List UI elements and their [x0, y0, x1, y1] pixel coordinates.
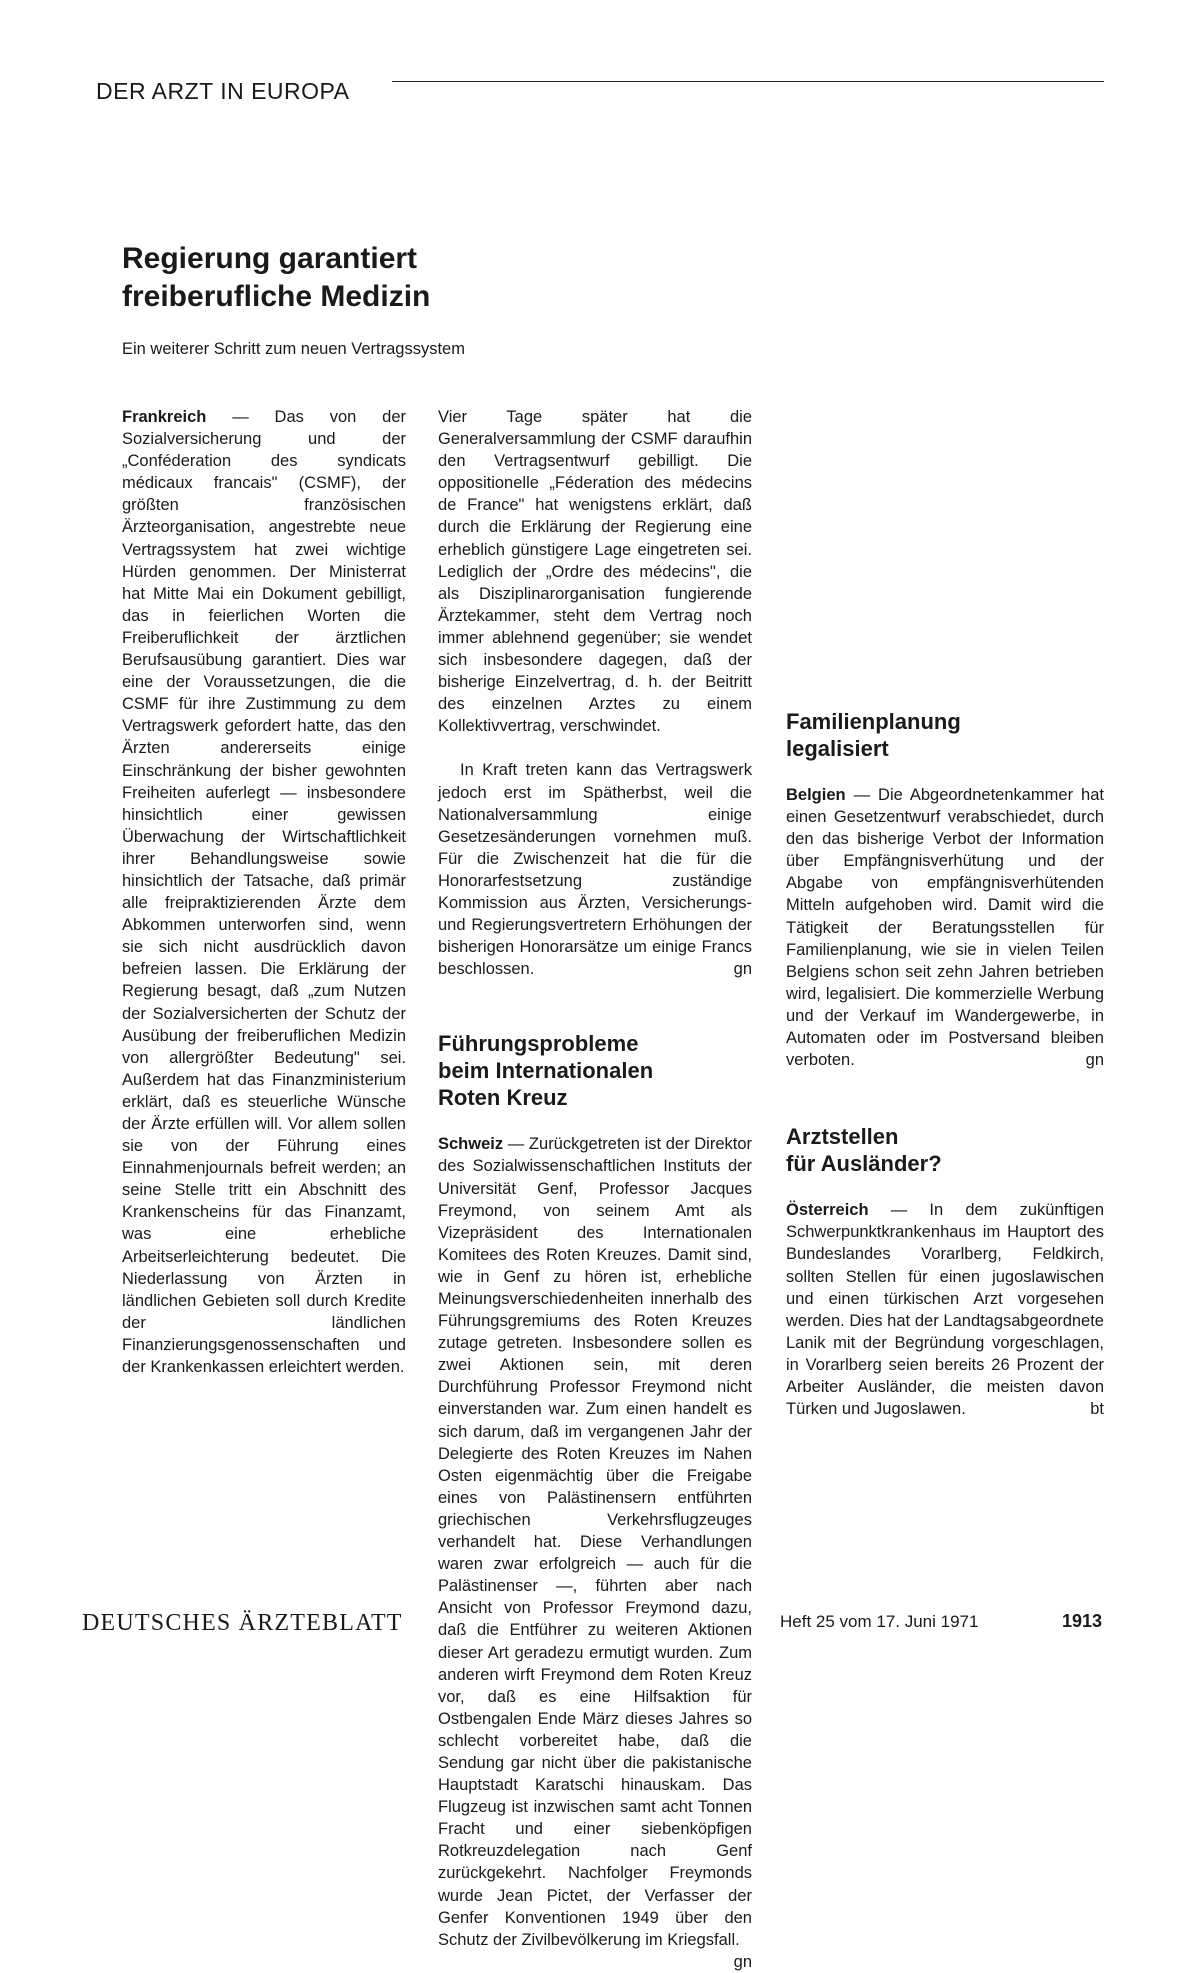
- journal-masthead: DEUTSCHES ÄRZTEBLATT: [82, 1610, 403, 1636]
- dateline: Österreich: [786, 1201, 869, 1220]
- headline-line: beim Internationalen: [438, 1058, 654, 1084]
- dateline: Belgien: [786, 786, 846, 804]
- headline-line: Führungsprobleme: [438, 1031, 639, 1057]
- headline-line: für Ausländer?: [786, 1151, 942, 1177]
- article-headline: [786, 1123, 1104, 1177]
- article-headline: [786, 708, 1104, 762]
- article-subtitle: Ein weiterer Schritt zum neuen Vertragssystem: [122, 340, 465, 358]
- author-initials: gn: [733, 1952, 752, 1971]
- paragraph-text: — In dem zukünftigen Schwerpunktkrankenhaus im Hauptort des Bundeslandes Vorarlberg, Feldkirch, sollten Stellen für einen jugoslawischen und einen türkischen Arzt vorgesehen werden. Dies hat der Landtagsabgeordnete Lanik mit der Begründung vorgeschlagen, in Vorarlberg seien bereits 26 Prozent der Arbeiter Ausländer, die meisten davon Türken und Jugoslawen.: [786, 1201, 1104, 1419]
- author-initials: gn: [1085, 1051, 1104, 1070]
- article-paragraph: [122, 406, 406, 1378]
- column-3: [786, 240, 1104, 1420]
- article-headline: [438, 1030, 752, 1111]
- dateline: Frankreich: [122, 408, 207, 426]
- page-number: 1913: [1062, 1611, 1103, 1631]
- paragraph-text: In Kraft treten kann das Vertragswerk jedoch erst im Spätherbst, weil die Nationalversammlung einige Gesetzesänderungen vornehmen muß. Für die Zwischenzeit hat die für die Honorarfestsetzung zuständige Kommission aus Ärzten, Versicherungs- und Regierungsvertretern Erhöhungen der bisherigen Honorarsätze um einige Francs beschlossen.: [438, 761, 752, 979]
- column-2: [438, 406, 752, 1973]
- article-paragraph: Vier Tage später hat die Generalversammlung der CSMF daraufhin den Vertragsentwurf gebilligt. Die oppositionelle „Féderation des médecins de France" hat wenigstens erklärt, daß durch die Erklärung der Regierung eine erheblich günstigere Lage eingetreten sei. Lediglich der „Ordre des médecins", die als Disziplinarorganisation fungierende Ärztekammer, steht dem Vertrag noch immer ablehnend gegenüber; sie wendet sich insbesondere dagegen, daß der bisherige Einzelvertrag, d. h. der Beitritt des einzelnen Arztes zu einem Kollektivvertrag, verschwindet.: [438, 408, 752, 736]
- paragraph-text: — Zurückgetreten ist der Direktor des Sozialwissenschaftlichen Instituts der Universität Genf, Professor Jacques Freymond, von seinem Amt als Vizepräsident des Internationalen Komitees des Roten Kreuzes. Damit sind, wie in Genf zu hören ist, erhebliche Meinungsverschiedenheiten innerhalb des Führungsgremiums des Roten Kreuzes zutage getreten. Insbesondere sollen es zwei Aktionen sein, mit deren Durchführung Professor Freymond nicht einverstanden war. Zum einen handelt es sich darum, daß im vergangenen Jahr der Delegierte des Roten Kreuzes im Nahen Osten eigenmächtig über die Freigabe eines von Palästinensern entführten griechischen Verkehrsflugzeuges verhandelt hat. Diese Verhandlungen waren zwar erfolgreich — auch für die Palästinenser —, führten aber nach Ansicht von Professor Freymond dazu, daß die Entführer zu weiteren Aktionen dieser Art geradezu ermutigt wurden. Zum anderen wirft Freymond dem Roten Kreuz vor, daß es eine Hilfsaktion für Ostbengalen Ende März dieses Jahres so schlecht vorbereitet habe, daß die Sendung gar nicht über die pakistanische Hauptstadt Karatschi hinauskam. Das Flugzeug ist inzwischen samt acht Tonnen Fracht und einer siebenköpfigen Rotkreuzdelegation nach Genf zurückgekehrt. Nachfolger Freymonds wurde Jean Pictet, der Verfasser der Genfer Konventionen 1949 über den Schutz der Zivilbevölkerung im Kriegsfall.: [438, 1135, 752, 1949]
- article-paragraph: [438, 759, 752, 980]
- article-paragraph: [786, 1199, 1104, 1420]
- author-initials: gn: [733, 960, 752, 979]
- column-1: [122, 406, 406, 1378]
- headline-line: freiberufliche Medizin: [122, 280, 431, 313]
- article-headline: [122, 240, 502, 316]
- article-paragraph: [786, 784, 1104, 1071]
- dateline: Schweiz: [438, 1135, 504, 1154]
- paragraph-text: — Das von der Sozialversicherung und der „Conféderation des syndicats médicaux francais" (CSMF), der größten französischen Ärzteorganisation, angestrebte neue Vertragssystem hat zwei wichtige Hürden genommen. Der Ministerrat hat Mitte Mai ein Dokument gebilligt, das in feierlichen Worten die Freiberuflichkeit der ärztlichen Berufsausübung garantiert. Dies war eine der Voraussetzungen, die die CSMF für ihre Zustimmung zu dem Vertragswerk gefordert hatte, das den Ärzten andererseits einige Einschränkung der bisher gewohnten Freiheiten auferlegt — insbesondere hinsichtlich einer gewissen Überwachung der Wirtschaftlichkeit ihrer Behandlungsweise sowie hinsichtlich der Tatsache, daß primär alle freipraktizierenden Ärzte dem Abkommen unterworfen sind, wenn sie sich nicht ausdrücklich davon befreien lassen. Die Erklärung der Regierung besagt, daß „zum Nutzen der Sozialversicherten der Schutz der Ausübung der freiberuflichen Medizin von allergrößter Bedeutung" sei. Außerdem hat das Finanzministerium erklärt, daß es steuerliche Wünsche der Ärzte erfüllen will. Vor allem sollen sie von der Führung eines Einnahmenjournals befreit werden; an seine Stelle tritt ein Abschnitt des Krankenscheins für das Finanzamt, was eine erhebliche Arbeitserleichterung bedeutet. Die Niederlassung von Ärzten in ländlichen Gebieten soll durch Kredite der ländlichen Finanzierungsgenossenschaften und der Krankenkassen erleichtert werden.: [122, 408, 406, 1377]
- article-paragraph: [438, 1133, 752, 1971]
- headline-line: legalisiert: [786, 736, 889, 761]
- author-initials: bt: [1090, 1400, 1104, 1419]
- headline-line: Roten Kreuz: [438, 1085, 568, 1111]
- issue-info: Heft 25 vom 17. Juni 1971: [780, 1612, 979, 1631]
- headline-line: Regierung garantiert: [122, 242, 418, 275]
- section-rule: [392, 81, 1104, 82]
- section-header: DER ARZT IN EUROPA: [96, 78, 350, 104]
- headline-line: Arztstellen: [786, 1124, 899, 1150]
- headline-line: Familienplanung: [786, 709, 961, 734]
- paragraph-text: — Die Abgeordnetenkammer hat einen Gesetzentwurf verabschiedet, durch den das bisherige Verbot der Information über Empfängnisverhütung und der Abgabe von empfängnisverhütenden Mitteln aufgehoben wird. Damit wird die Tätigkeit der Beratungsstellen für Familienplanung, wie sie in vielen Teilen Belgiens schon seit zehn Jahren betrieben wird, legalisiert. Die kommerzielle Werbung und der Verkauf im Wandergewerbe, in Automaten oder im Postversand bleiben verboten.: [786, 786, 1104, 1070]
